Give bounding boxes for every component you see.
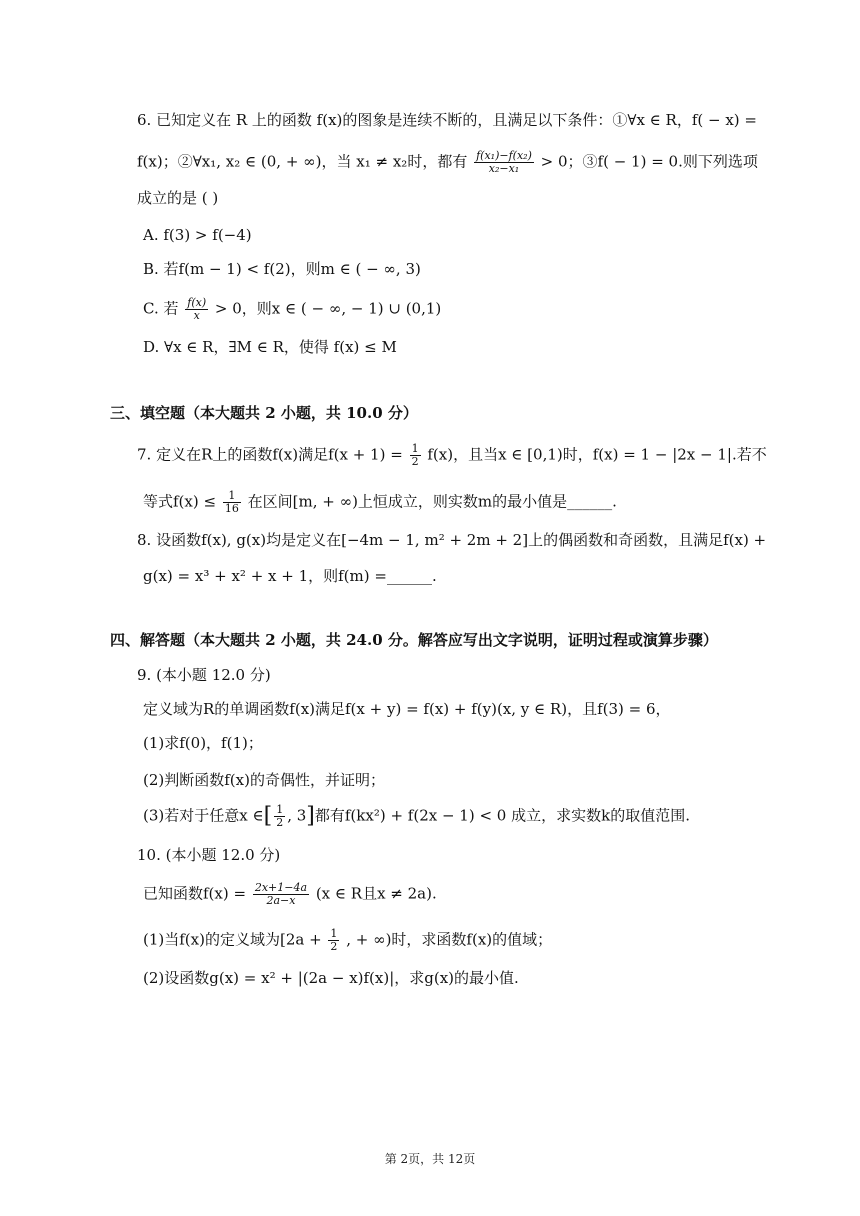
q7-sixteenth-fraction: $\frac{1}{16}$ <box>224 489 239 515</box>
q10-fraction: $\frac{2x+1-4a}{2a-x}$ <box>254 881 308 907</box>
q9-part3: (3)若对于任意x ∈[ $\frac{1}{2}$ , 3]都有f(kx²) + f(2x − 1) < 0 成立，求实数k的取值范围. <box>143 803 690 829</box>
q10-statement: 已知函数f(x) = $\frac{2x+1-4a}{2a-x}$ (x ∈ R且x ≠ 2a). <box>143 881 437 907</box>
q6-line2: f(x)；②∀x₁, x₂ ∈ (0, + ∞)，当 x₁ ≠ x₂时，都有 $\frac{\text{f(x₁)−f(x₂)}}{\text{x₂−x₁}}$ > 0；③f( − 1) = 0.则下列选项 <box>137 149 758 175</box>
q9-half-fraction: $\frac{1}{2}$ <box>276 803 284 829</box>
q8-line1: 8. 设函数f(x), g(x)均是定义在[−4m − 1, m² + 2m + 2]上的偶函数和奇函数，且满足f(x) + <box>137 531 767 549</box>
q6-line3: 成立的是 ( ) <box>137 189 219 207</box>
section4-title: 四、解答题（本大题共 2 小题，共 24.0 分。解答应写出文字说明，证明过程或演算步骤） <box>110 631 718 649</box>
q10-part2: (2)设函数g(x) = x² + |(2a − x)f(x)|，求g(x)的最小值. <box>143 969 519 987</box>
q8-line2: g(x) = x³ + x² + x + 1，则f(m) =______. <box>143 567 437 585</box>
q10-half-fraction: $\frac{1}{2}$ <box>330 927 338 953</box>
q9-part1: (1)求f(0)，f(1)； <box>143 734 263 752</box>
q7-line2: 等式f(x) ≤ $\frac{1}{16}$ 在区间[m, + ∞)上恒成立，则实数m的最小值是______. <box>143 489 617 515</box>
q10-part1: (1)当f(x)的定义域为[2a + $\frac{1}{2}$ , + ∞)时，求函数f(x)的值域； <box>143 927 553 953</box>
q9-statement: 定义域为R的单调函数f(x)满足f(x + y) = f(x) + f(y)(x, y ∈ R)，且f(3) = 6， <box>143 700 671 718</box>
q7-line1: 7. 定义在R上的函数f(x)满足f(x + 1) = $\frac{1}{2}$ f(x)，且当x ∈ [0,1)时，f(x) = 1 − |2x − 1|.若不 <box>137 442 767 468</box>
q6-option-a: A. f(3) > f(−4) <box>143 226 252 244</box>
q9-heading: 9. (本小题 12.0 分) <box>137 666 271 684</box>
q6c-fraction: $\frac{f(x)}{x}$ <box>187 296 207 322</box>
q6-option-d: D. ∀x ∈ R，∃M ∈ R，使得 f(x) ≤ M <box>143 338 397 356</box>
q10-heading: 10. (本小题 12.0 分) <box>137 846 281 864</box>
page-footer: 第 2页，共 12页 <box>384 1152 476 1166</box>
q6-line1: 6. 已知定义在 R 上的函数 f(x)的图象是连续不断的，且满足以下条件：①∀x ∈ R，f( − x) = <box>137 111 757 129</box>
q6-option-b: B. 若f(m − 1) < f(2)，则m ∈ ( − ∞, 3) <box>143 260 421 278</box>
section3-title: 三、填空题（本大题共 2 小题，共 10.0 分） <box>110 404 418 422</box>
q6-fraction: $\frac{\text{f(x₁)−f(x₂)}}{\text{x₂−x₁}}$ <box>476 149 532 175</box>
q9-part2: (2)判断函数f(x)的奇偶性，并证明； <box>143 771 385 789</box>
q7-half-fraction: $\frac{1}{2}$ <box>411 442 419 468</box>
q6-option-c: C. 若 $\frac{f(x)}{x}$ > 0，则x ∈ ( − ∞, − 1) ∪ (0,1) <box>143 296 442 322</box>
